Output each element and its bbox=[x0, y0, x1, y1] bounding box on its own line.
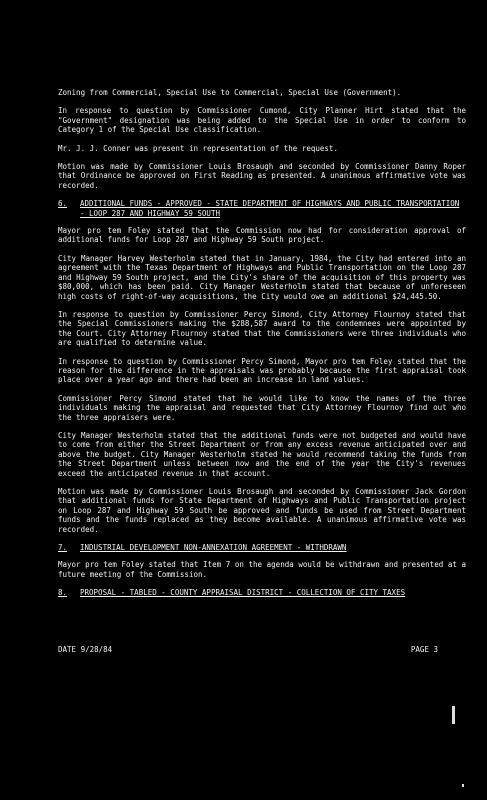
item-title: INDUSTRIAL DEVELOPMENT NON-ANNEXATION AGREEMENT - WITHDRAWN bbox=[80, 543, 347, 553]
scan-speck bbox=[462, 784, 464, 787]
item-number: 8. bbox=[58, 588, 68, 598]
agenda-item-8 bbox=[58, 588, 466, 597]
paragraph: Mayor pro tem Foley stated that the Commission now had for consideration approval of additional funds for Loop 287 and Highway 59 South project. bbox=[58, 226, 466, 245]
agenda-item-7 bbox=[58, 543, 466, 552]
paragraph: In response to question by Commissioner Percy Simond, Mayor pro tem Foley stated that the reason for the difference in the appraisals was probably because the first appraisal took place over a year ago and there had been an increase in land values. bbox=[58, 356, 466, 385]
paragraph: City Manager Westerholm stated that the additional funds were not budgeted and would have to come from either the Street Department or from any excess revenue anticipated over and above the budget. City Manager Westerholm stated he would recommend taking the funds from the Street Department unless between now and the end of the year the City's revenues exceed the anticipated revenue in that account. bbox=[58, 430, 466, 478]
paragraph: In response to question by Commissioner Cumond, City Planner Hirt stated that the "Government" designation was being added to the Special Use in order to conform to Category 1 of the Special Use classification. bbox=[58, 106, 466, 135]
item-number: 6. bbox=[58, 199, 68, 209]
paragraph: City Manager Harvey Westerholm stated that in January, 1984, the City had entered into an agreement with the Texas Department of Highways and Public Transportation on the Loop 287 and Highway 59 South project, and the City's share of the acquisition of this property was $80,000, which has been paid. City Manager Westerholm stated that because of unforeseen high costs of right-of-way acquisitions, the City would owe an additional $24,445.50. bbox=[58, 253, 466, 301]
footer-date: DATE 9/28/84 bbox=[58, 645, 113, 654]
item-title: ADDITIONAL FUNDS - APPROVED - STATE DEPARTMENT OF HIGHWAYS AND PUBLIC TRANSPORTATION - LOOP 287 AND HIGHWAY 59 SOUTH bbox=[80, 199, 460, 218]
agenda-item-6 bbox=[58, 199, 466, 218]
paragraph: Mr. J. J. Conner was present in representation of the request. bbox=[58, 143, 338, 153]
item-title: PROPOSAL - TABLED - COUNTY APPRAISAL DISTRICT - COLLECTION OF CITY TAXES bbox=[80, 588, 406, 598]
page-footer bbox=[58, 645, 466, 654]
paragraph: Motion was made by Commissioner Louis Brosaugh and seconded by Commissioner Jack Gordon that additional funds for State Department of Highways and Public Transportation project on Loop 287 and Highway 59 South be approved and funds be used from Street Department funds and the funds replaced as they become available. A unanimous affirmative vote was recorded. bbox=[58, 487, 466, 534]
paragraph: In response to question by Commissioner Percy Simond, City Attorney Flournoy stated that the Special Commissioners making the $288,587 award to the condemnees were appointed by the Court. City Attorney Flournoy stated that the Commissioners were three individuals who are qualified to determine value. bbox=[58, 309, 466, 348]
scan-speck bbox=[452, 706, 455, 724]
paragraph: Mayor pro tem Foley stated that Item 7 on the agenda would be withdrawn and presented at a future meeting of the Commission. bbox=[58, 560, 466, 579]
minutes-page bbox=[58, 88, 466, 606]
paragraph: Zoning from Commercial, Special Use to Commercial, Special Use (Government). bbox=[58, 88, 402, 97]
item-number: 7. bbox=[58, 543, 68, 553]
paragraph: Motion was made by Commissioner Louis Brosaugh and seconded by Commissioner Danny Roper that Ordinance be approved on First Reading as presented. A unanimous affirmative vote was recorded. bbox=[58, 162, 466, 190]
paragraph: Commissioner Percy Simond stated that he would like to know the names of the three individuals making the appraisal and requested that City Attorney Flournoy find out who the three appraisers were. bbox=[58, 393, 466, 422]
footer-page-number: PAGE 3 bbox=[410, 645, 438, 654]
